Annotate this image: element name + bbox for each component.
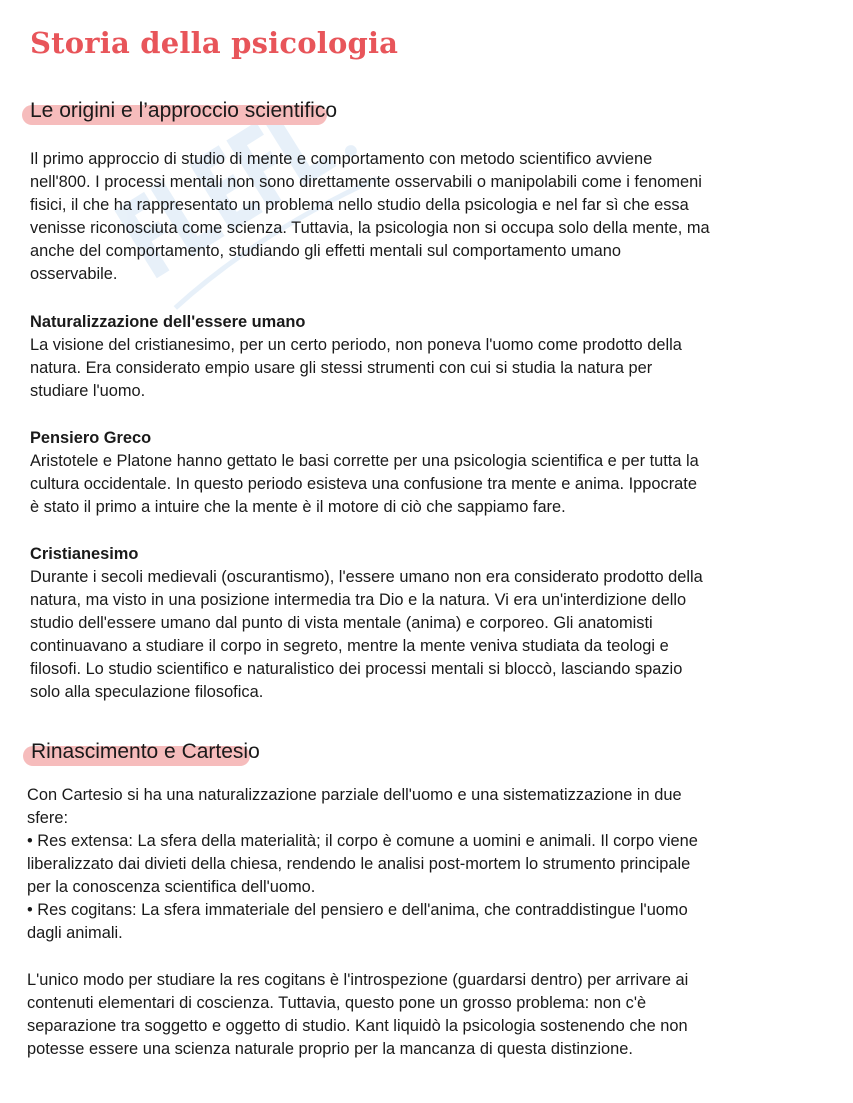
bullet-res-extensa: • Res extensa: La sfera della materialità; il corpo è comune a uomini e animali. Il corpo viene bbox=[27, 832, 698, 850]
bullet-res-cogitans: • Res cogitans: La sfera immateriale del pensiero e dell'anima, che contraddistingue l'uomo bbox=[27, 901, 688, 919]
subsection-title: Cristianesimo bbox=[30, 545, 139, 563]
section-heading-origini bbox=[30, 97, 337, 125]
section-heading-rinascimento bbox=[31, 738, 260, 766]
subsection-cristianesimo: Cristianesimo Durante i secoli medievali (oscurantismo), l'essere umano non era considerato prodotto della natura, ma visto in una posizione intermedia tra Dio e la natura. Vi era un'interdizione dello studio dell'essere umano dal punto di vista mentale (anima) e corporeo. Gli anatomisti continuavano a studiare il corpo in segreto, mentre la mente veniva studiata da teologi e filosofi. Lo studio scientifico e naturalistico dei processi mentali si bloccò, lasciando spazio solo alla speculazione filosofica. bbox=[30, 545, 703, 701]
cartesio-paragraph: Con Cartesio si ha una naturalizzazione parziale dell'uomo e una sistematizzazione in due sfere: • Res extensa: La sfera della materialità; il corpo è comune a uomini e animali. Il corpo viene liberalizzato dai divieti della chiesa, rendendo le analisi post-mortem lo strumento principale per la conoscenza scientifica dell'uomo. • Res cogitans: La sfera immateriale del pensiero e dell'anima, che contraddistingue l'uomo dagli animali. bbox=[27, 786, 698, 942]
intro-paragraph: Il primo approccio di studio di mente e comportamento con metodo scientifico avviene nell'800. I processi mentali non sono direttamente osservabili o manipolabili come i fenomeni fisici, il che ha rappresentato un problema nello studio della psicologia e nel far sì che essa venisse riconosciuta come scienza. Tuttavia, la psicologia non si occupa solo della mente, ma anche del comportamento, studiando gli effetti mentali sul comportamento umano osservabile. bbox=[30, 150, 710, 283]
subsection-title: Pensiero Greco bbox=[30, 429, 152, 447]
page-title: Storia della psicologia bbox=[30, 26, 399, 60]
subsection-naturalizzazione: Naturalizzazione dell'essere umano La visione del cristianesimo, per un certo periodo, non poneva l'uomo come prodotto della natura. Era considerato empio usare gli stessi strumenti con cui si studia la natura per studiare l'uomo. bbox=[30, 313, 682, 400]
section-heading-text: Rinascimento e Cartesio bbox=[31, 740, 260, 763]
subsection-pensiero-greco: Pensiero Greco Aristotele e Platone hanno gettato le basi corrette per una psicologia scientifica e per tutta la cultura occidentale. In questo periodo esisteva una confusione tra mente e anima. Ippocrate è stato il primo a intuire che la mente è il motore di ciò che sappiamo fare. bbox=[30, 429, 699, 516]
section-heading-text: Le origini e l’approccio scientifico bbox=[30, 99, 337, 122]
subsection-title: Naturalizzazione dell'essere umano bbox=[30, 313, 306, 331]
introspezione-paragraph: L'unico modo per studiare la res cogitans è l'introspezione (guardarsi dentro) per arrivare ai contenuti elementari di coscienza. Tuttavia, questo pone un grosso problema: non c'è separazione tra soggetto e oggetto di studio. Kant liquidò la psicologia sostenendo che non potesse essere una scienza naturale proprio per la mancanza di questa distinzione. bbox=[27, 971, 689, 1058]
